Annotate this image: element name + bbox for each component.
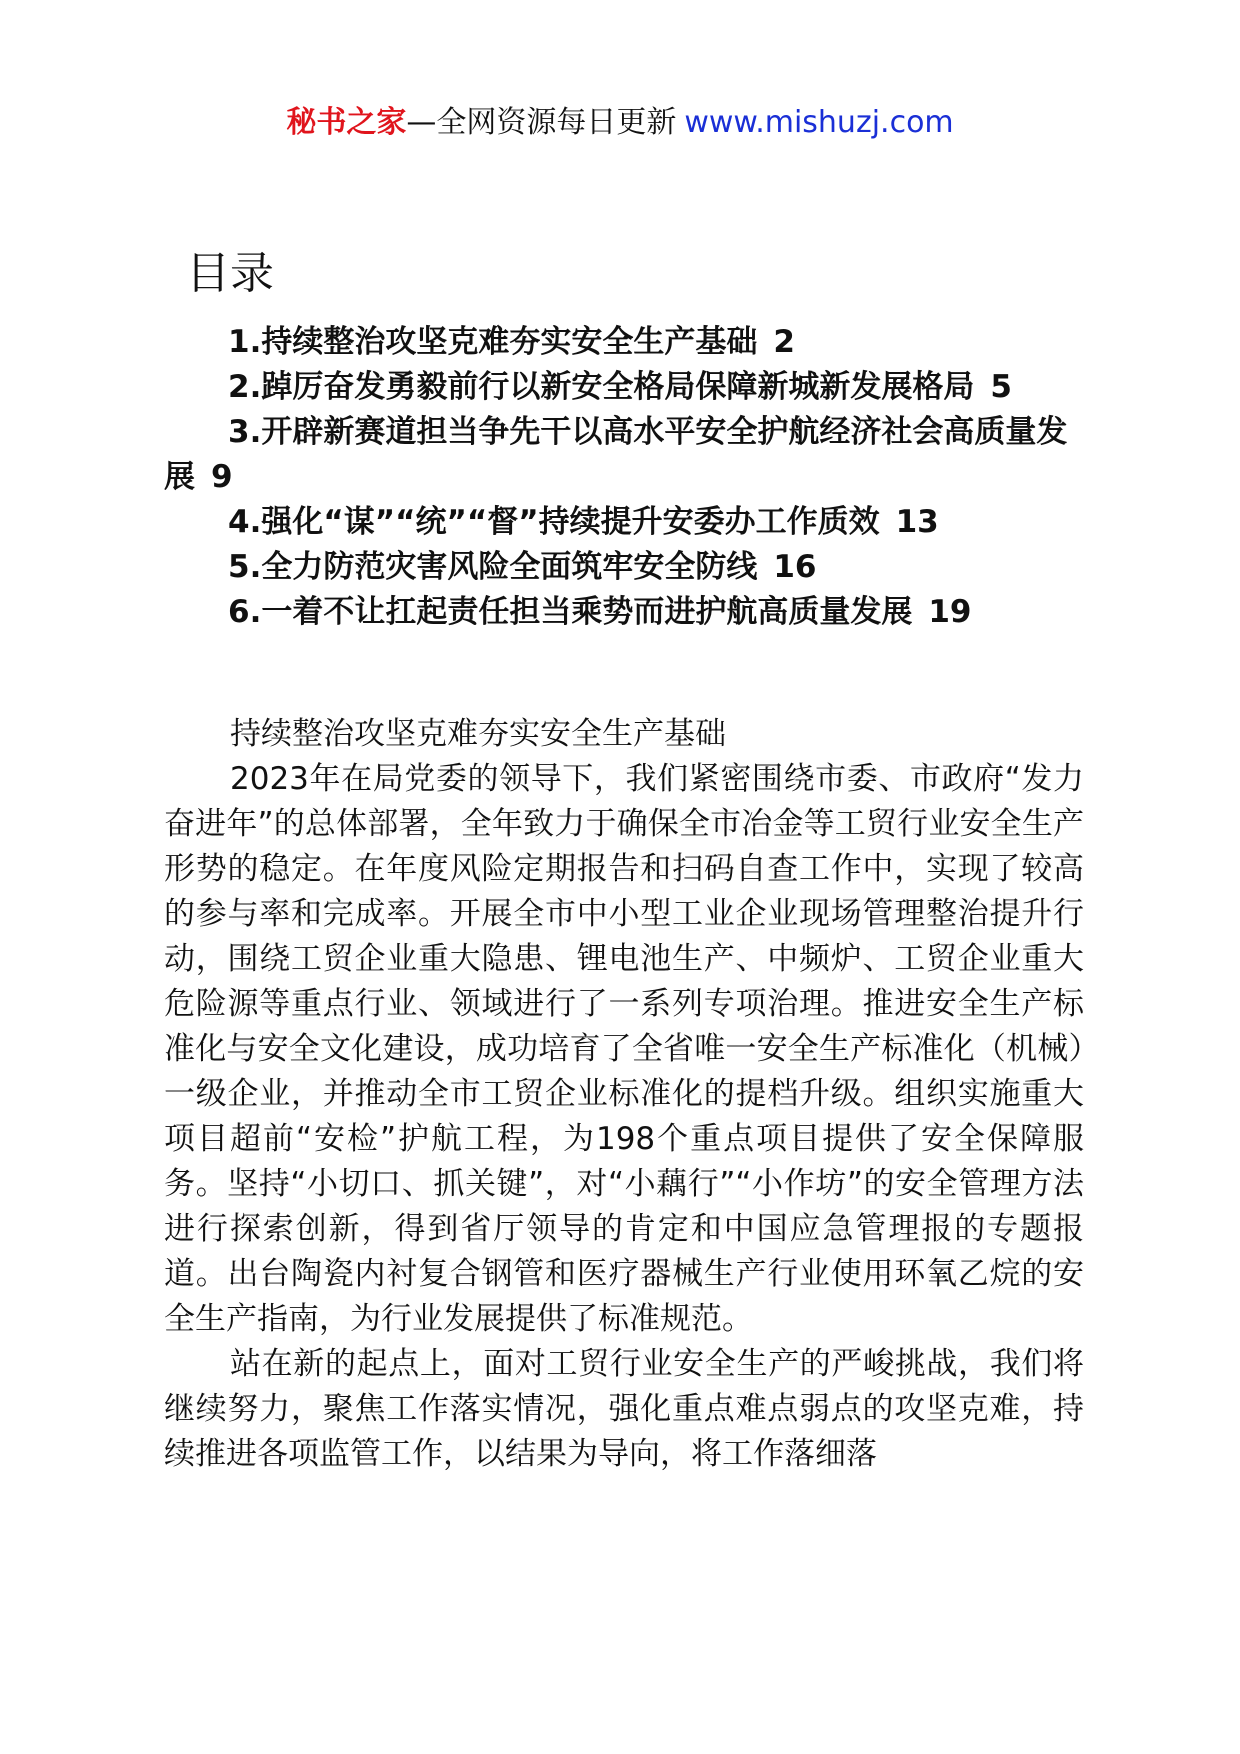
toc-item-page: 2 [773,324,795,360]
toc-item[interactable] [164,320,1084,365]
header-tagline: —全网资源每日更新 [406,105,677,140]
body-paragraph: 2023年在局党委的领导下，我们紧密围绕市委、市政府“发力奋进年”的总体部署，全年致力于确保全市冶金等工贸行业安全生产形势的稳定。在年度风险定期报告和扫码自查工作中，实现了较高的参与率和完成率。开展全市中小型工业企业现场管理整治提升行动，围绕工贸企业重大隐患、锂电池生产、中频炉、工贸企业重大危险源等重点行业、领域进行了一系列专项治理。推进安全生产标准化与安全文化建设，成功培育了全省唯一安全生产标准化（机械）一级企业，并推动全市工贸企业标准化的提档升级。组织实施重大项目超前“安检”护航工程，为198个重点项目提供了安全保障服务。坚持“小切口、抓关键”，对“小藕行”“小作坊”的安全管理方法进行探索创新，得到省厅领导的肯定和中国应急管理报的专题报道。出台陶瓷内衬复合钢管和医疗器械生产行业使用环氧乙烷的安全生产指南，为行业发展提供了标准规范。 [164,761,1084,1337]
toc-item-number: 2. [228,369,262,405]
toc-item[interactable] [164,500,1084,545]
toc-item-text: 一着不让扛起责任担当乘势而进护航高质量发展 [261,594,913,630]
toc-item-page: 9 [211,459,233,495]
toc-item-number: 4. [228,504,262,540]
toc-item[interactable] [164,365,1084,410]
toc-item-number: 5. [228,549,262,585]
toc-item-text: 全力防范灾害风险全面筑牢安全防线 [261,549,758,585]
body-paragraph: 站在新的起点上，面对工贸行业安全生产的严峻挑战，我们将继续努力，聚焦工作落实情况，强化重点难点弱点的攻坚克难，持续推进各项监管工作，以结果为导向，将工作落细落 [164,1346,1084,1472]
brand-name: 秘书之家 [286,105,407,140]
toc-item-text: 强化“谋”“统”“督”持续提升安委办工作质效 [261,504,880,540]
toc-item-text: 持续整治攻坚克难夯实安全生产基础 [261,324,758,360]
toc-item-page: 5 [990,369,1012,405]
toc-item-page: 16 [773,549,817,585]
toc-item-number: 1. [228,324,262,360]
toc-item[interactable] [164,545,1084,590]
site-url-link[interactable]: www.mishuzj.com [684,105,954,140]
toc-item-text: 踔厉奋发勇毅前行以新安全格局保障新城新发展格局 [261,369,975,405]
site-header [0,100,1240,146]
article-body [164,712,1084,1477]
toc-item-number: 3. [228,414,262,450]
toc-item-page: 13 [895,504,939,540]
toc-item[interactable] [164,590,1084,635]
section-heading: 持续整治攻坚克难夯实安全生产基础 [230,716,726,752]
table-of-contents [164,320,1084,635]
toc-item-page: 19 [928,594,972,630]
toc-title: 目录 [186,248,274,299]
toc-item[interactable] [164,410,1084,500]
toc-item-number: 6. [228,594,262,630]
toc-item-text: 开辟新赛道担当争先干以高水平安全护航经济社会高质量发展 [164,414,1068,495]
